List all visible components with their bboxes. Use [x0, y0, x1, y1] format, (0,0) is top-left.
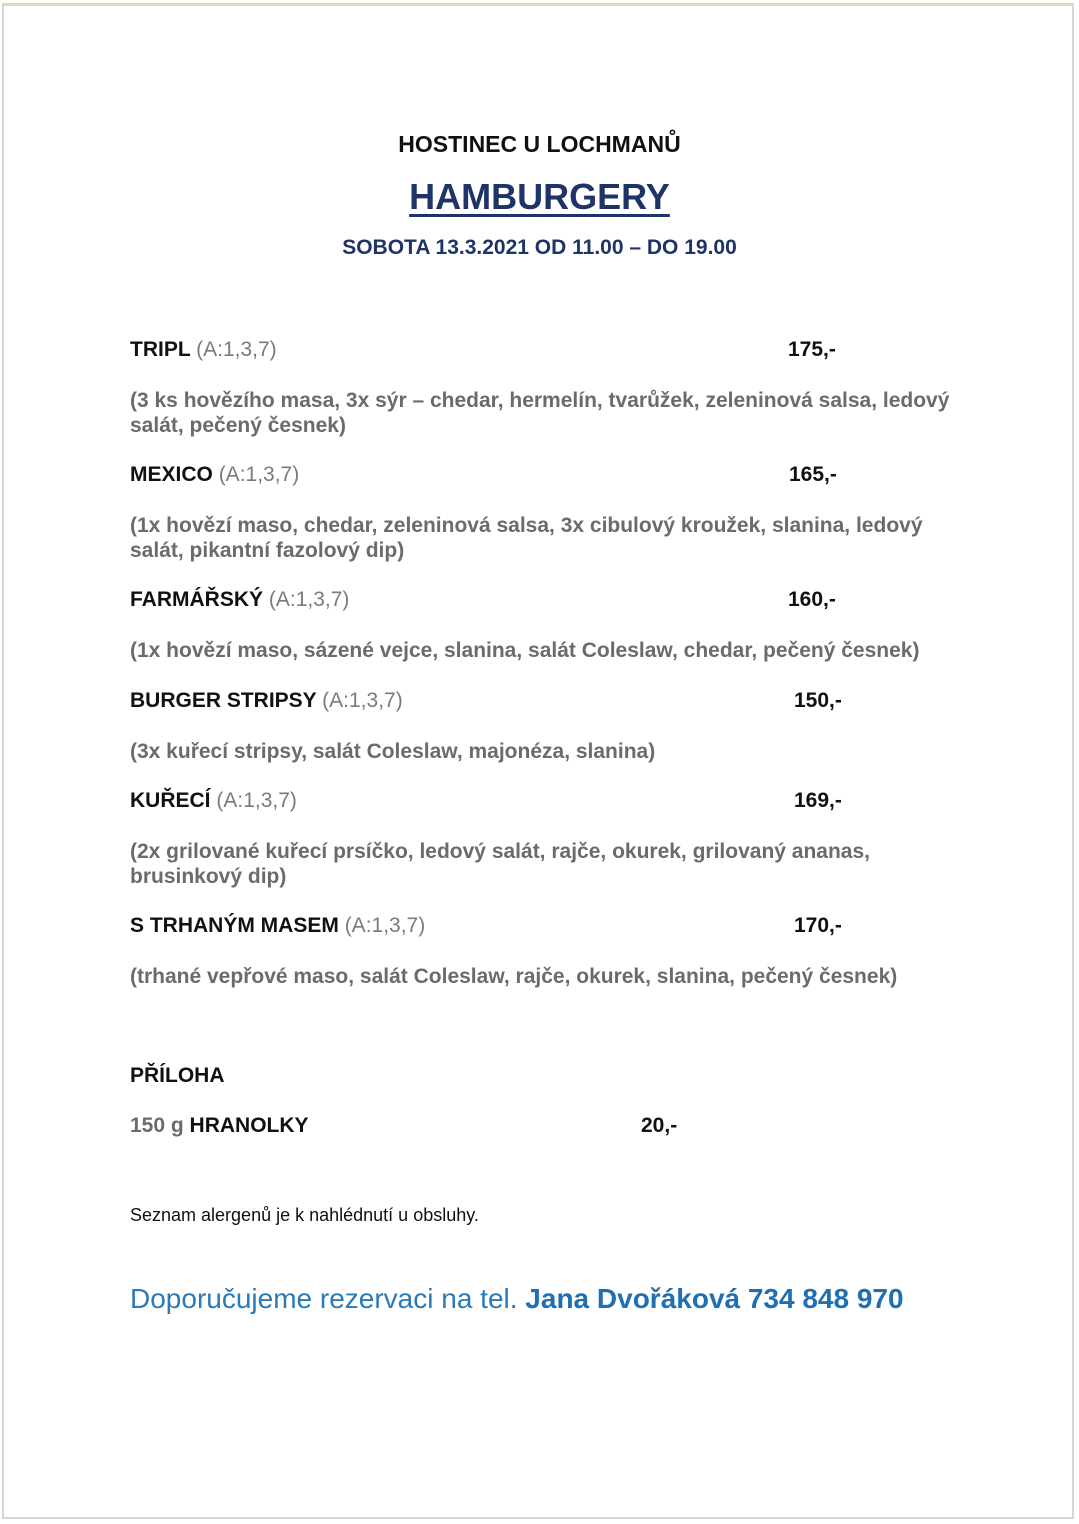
item-title: KUŘECÍ — [130, 789, 211, 812]
menu-item-name — [130, 689, 403, 713]
menu-title — [0, 176, 1079, 218]
side-dish-item — [130, 1114, 309, 1138]
item-title: S TRHANÝM MASEM — [130, 914, 339, 937]
menu-item-name — [130, 338, 277, 362]
side-dish-price: 20,- — [641, 1114, 678, 1137]
allergen-codes: (A:1,3,7) — [268, 588, 350, 611]
item-price: 169,- — [794, 789, 842, 812]
item-description: (1x hovězí maso, chedar, zeleninová salsa, 3x cibulový kroužek, slanina, ledový salát, pikantní fazolový dip) — [130, 514, 923, 562]
date-line: SOBOTA 13.3.2021 OD 11.00 – DO 19.00 — [342, 236, 737, 259]
restaurant-name: HOSTINEC U LOCHMANŮ — [398, 131, 681, 157]
allergen-codes: (A:1,3,7) — [218, 463, 300, 486]
menu-item-name — [130, 914, 425, 938]
item-price: 160,- — [788, 588, 836, 611]
item-price: 170,- — [794, 914, 842, 937]
reservation-line — [130, 1283, 904, 1315]
allergen-codes: (A:1,3,7) — [344, 914, 426, 937]
side-dish-heading: PŘÍLOHA — [130, 1064, 225, 1087]
allergen-codes: (A:1,3,7) — [216, 789, 297, 812]
menu-item-name — [130, 588, 349, 612]
allergen-codes: (A:1,3,7) — [322, 689, 403, 712]
item-price: 165,- — [789, 463, 837, 486]
item-title: TRIPL — [130, 338, 191, 361]
item-price: 175,- — [788, 338, 836, 361]
allergen-codes: (A:1,3,7) — [196, 338, 277, 361]
item-description: (3x kuřecí stripsy, salát Coleslaw, majonéza, slanina) — [130, 740, 656, 763]
item-description: (3 ks hovězího masa, 3x sýr – chedar, hermelín, tvarůžek, zeleninová salsa, ledový salát, pečený česnek) — [130, 389, 950, 437]
side-dish-quantity: 150 g — [130, 1114, 184, 1137]
reservation-contact: Jana Dvořáková 734 848 970 — [525, 1283, 904, 1314]
item-title: MEXICO — [130, 463, 213, 486]
reservation-text: Doporučujeme rezervaci na tel. — [130, 1283, 518, 1314]
side-dish-name: HRANOLKY — [189, 1114, 309, 1137]
menu-item-name — [130, 789, 297, 813]
item-description: (1x hovězí maso, sázené vejce, slanina, salát Coleslaw, chedar, pečený česnek) — [130, 639, 920, 662]
menu-item-name — [130, 463, 299, 487]
item-price: 150,- — [794, 689, 842, 712]
menu-title-text: HAMBURGERY — [409, 176, 670, 217]
allergen-note: Seznam alergenů je k nahlédnutí u obsluhy. — [130, 1205, 479, 1225]
item-title: BURGER STRIPSY — [130, 689, 317, 712]
item-description: (trhané vepřové maso, salát Coleslaw, rajče, okurek, slanina, pečený česnek) — [130, 965, 898, 988]
item-description: (2x grilované kuřecí prsíčko, ledový salát, rajče, okurek, grilovaný ananas, brusinkový dip) — [130, 840, 871, 888]
item-title: FARMÁŘSKÝ — [130, 588, 264, 611]
